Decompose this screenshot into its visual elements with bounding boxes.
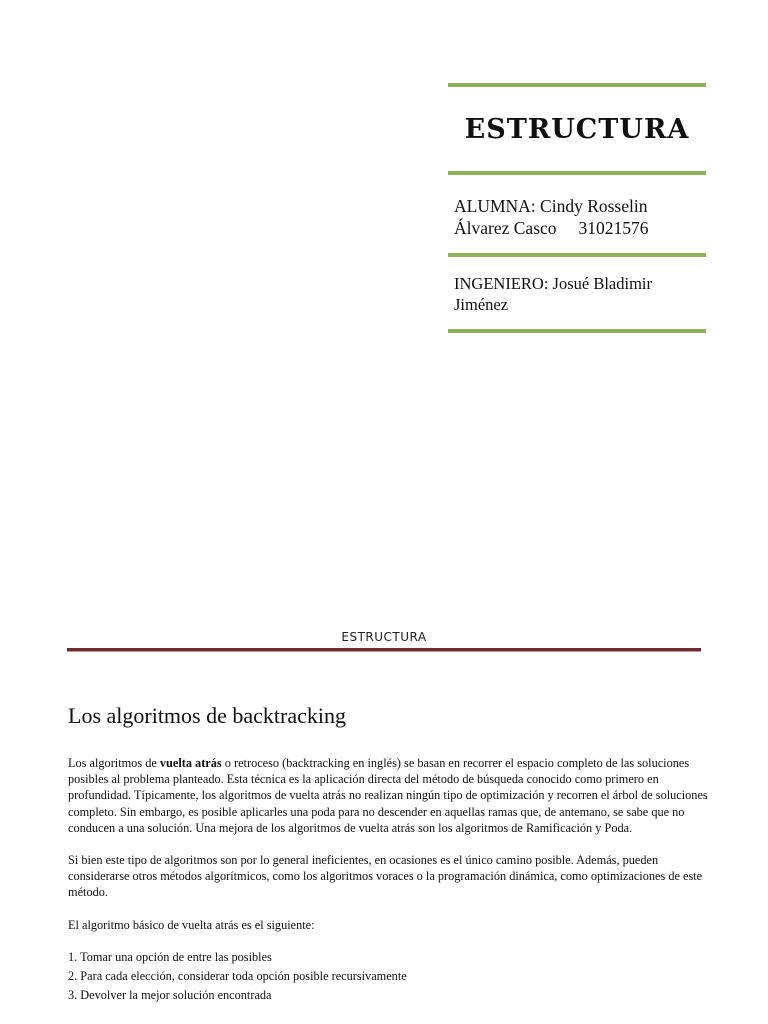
- list-item: 2. Para cada elección, considerar toda opción posible recursivamente: [68, 968, 407, 983]
- list-item: 3. Devolver la mejor solución encontrada: [68, 987, 272, 1002]
- engineer-field: [448, 257, 706, 329]
- running-header: ESTRUCTURA: [341, 630, 427, 644]
- body-text: [68, 755, 708, 1006]
- list-item: 1. Tomar una opción de entre las posibles: [68, 949, 272, 964]
- student-id: 31021576: [578, 218, 649, 238]
- steps-list: [68, 949, 708, 1004]
- header-rule: [67, 648, 701, 652]
- paragraph-2: Si bien este tipo de algoritmos son por lo general ineficientes, en ocasiones es el único camino posible. Además, pueden considerarse otros métodos algorítmicos, como los algoritmos voraces o la programación dinámica, como optimizaciones de este método.: [68, 853, 703, 900]
- engineer-name-line1: INGENIERO: Josué Bladimir: [454, 274, 652, 293]
- student-field: [448, 175, 706, 253]
- paragraph-3: El algoritmo básico de vuelta atrás es el siguiente:: [68, 917, 315, 932]
- student-name-line1: ALUMNA: Cindy Rosselin: [454, 196, 648, 216]
- cover-block: [448, 83, 706, 333]
- paragraph-1: Los algoritmos de vuelta atrás o retroceso (backtracking en inglés) se basan en recorrer el espacio completo de las soluciones posibles al problema planteado. Esta técnica es la aplicación directa del método de búsqueda conocido como primero en profundidad. Típicamente, los algoritmos de vuelta atrás no realizan ningún tipo de optimización y recorren el árbol de soluciones completo. Sin embargo, es posible aplicarles una poda para no descender en aquellas ramas que, de antemano, se sabe que no conducen a una solución. Una mejora de los algoritmos de vuelta atrás son los algoritmos de Ramificación y Poda.: [68, 756, 708, 835]
- engineer-name-line2: Jiménez: [454, 295, 509, 314]
- section-heading: Los algoritmos de backtracking: [68, 703, 346, 728]
- bold-term: vuelta atrás: [159, 756, 222, 770]
- divider: [448, 329, 706, 333]
- student-name-line2: Álvarez Casco 31021576: [454, 218, 649, 238]
- cover-title: ESTRUCTURA: [464, 113, 690, 145]
